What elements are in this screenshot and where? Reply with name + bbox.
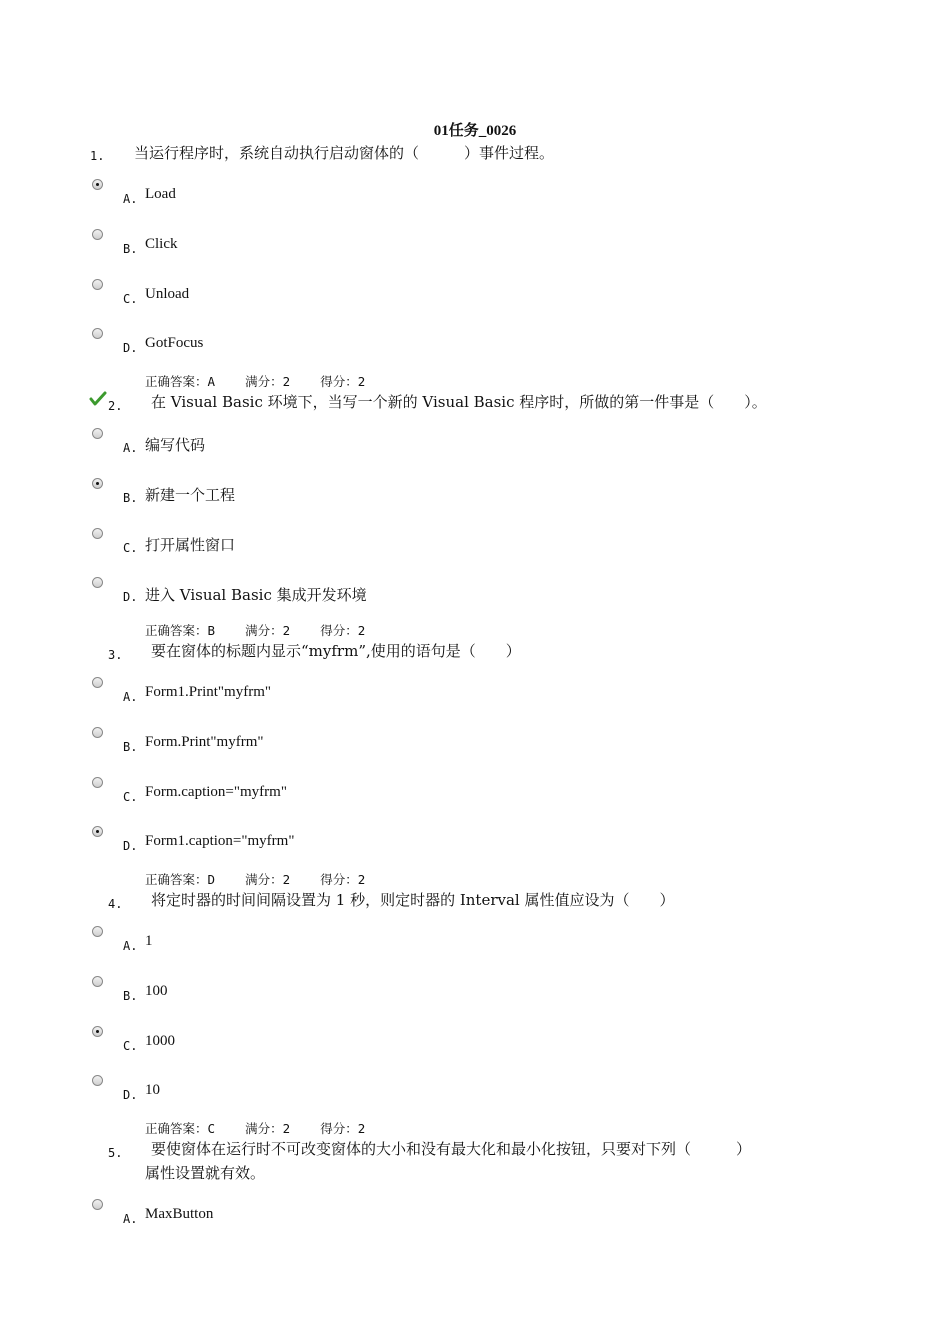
option-text: 100 — [145, 983, 168, 999]
option-text: Unload — [145, 286, 190, 302]
option-letter: D. — [123, 839, 138, 853]
question-2-score: 正确答案：B 满分：2 得分：2 — [145, 623, 366, 638]
question-4-option-a-radio[interactable] — [92, 926, 103, 937]
option-text: Form.caption="myfrm" — [145, 784, 287, 800]
question-4-option-b-radio[interactable] — [92, 976, 103, 987]
option-letter: A. — [123, 1212, 138, 1226]
question-5-text: 要使窗体在运行时不可改变窗体的大小和没有最大化和最小化按钮，只要对下列（ ） — [151, 1140, 752, 1158]
question-3-option-c-radio[interactable] — [92, 777, 103, 788]
question-5-option-a-radio[interactable] — [92, 1199, 103, 1210]
option-text: Click — [145, 236, 178, 252]
question-1-option-d-radio[interactable] — [92, 328, 103, 339]
option-text: 1000 — [145, 1033, 175, 1049]
option-text: GotFocus — [145, 335, 204, 351]
option-text: 编写代码 — [145, 436, 206, 454]
option-text: 进入 Visual Basic 集成开发环境 — [145, 586, 367, 604]
question-4-score: 正确答案：C 满分：2 得分：2 — [145, 1121, 366, 1136]
option-text: Form1.caption="myfrm" — [145, 833, 295, 849]
question-1-option-b-radio[interactable] — [92, 229, 103, 240]
option-text: Load — [145, 186, 176, 202]
option-letter: B. — [123, 491, 138, 505]
option-text: 新建一个工程 — [145, 486, 236, 504]
option-text: 10 — [145, 1082, 160, 1098]
question-4-option-c-radio[interactable] — [92, 1026, 103, 1037]
option-text: 1 — [145, 933, 153, 949]
radio-selected-dot — [96, 482, 99, 485]
option-letter: A. — [123, 192, 138, 206]
option-letter: C. — [123, 292, 138, 306]
option-letter: A. — [123, 939, 138, 953]
option-letter: D. — [123, 590, 138, 604]
question-4-option-d-radio[interactable] — [92, 1075, 103, 1086]
option-letter: A. — [123, 690, 138, 704]
option-letter: B. — [123, 989, 138, 1003]
question-1-option-c-radio[interactable] — [92, 279, 103, 290]
question-2-text: 在 Visual Basic 环境下，当写一个新的 Visual Basic 程序时，所做的第一件事是（ ）。 — [151, 393, 767, 411]
radio-selected-dot — [96, 183, 99, 186]
question-1-score: 正确答案：A 满分：2 得分：2 — [145, 374, 366, 389]
question-4-text: 将定时器的时间间隔设置为 1 秒，则定时器的 Interval 属性值应设为（ ） — [151, 891, 675, 909]
question-2-option-b-radio[interactable] — [92, 478, 103, 489]
question-2-option-c-radio[interactable] — [92, 528, 103, 539]
question-1-text: 当运行程序时，系统自动执行启动窗体的（ ）事件过程。 — [134, 144, 555, 162]
question-3-option-a-radio[interactable] — [92, 677, 103, 688]
option-letter: C. — [123, 1039, 138, 1053]
radio-selected-dot — [96, 830, 99, 833]
option-letter: D. — [123, 1088, 138, 1102]
question-2-number: 2. — [108, 399, 123, 413]
option-text: MaxButton — [145, 1206, 214, 1222]
question-3-text: 要在窗体的标题内显示“myfrm”,使用的语句是（ ） — [151, 642, 521, 660]
option-letter: D. — [123, 341, 138, 355]
radio-selected-dot — [96, 1030, 99, 1033]
option-letter: B. — [123, 242, 138, 256]
option-text: Form1.Print"myfrm" — [145, 684, 271, 700]
question-3-option-d-radio[interactable] — [92, 826, 103, 837]
question-5-text-continued: 属性设置就有效。 — [145, 1164, 266, 1182]
option-letter: C. — [123, 541, 138, 555]
question-3-score: 正确答案：D 满分：2 得分：2 — [145, 872, 366, 887]
option-letter: B. — [123, 740, 138, 754]
question-2-option-d-radio[interactable] — [92, 577, 103, 588]
question-5-number: 5. — [108, 1146, 123, 1160]
document-title: 01任务_0026 — [433, 123, 517, 139]
option-letter: C. — [123, 790, 138, 804]
option-text: 打开属性窗口 — [145, 536, 236, 554]
question-3-option-b-radio[interactable] — [92, 727, 103, 738]
option-letter: A. — [123, 441, 138, 455]
option-text: Form.Print"myfrm" — [145, 734, 264, 750]
question-1-number: 1. — [90, 149, 105, 163]
question-3-number: 3. — [108, 648, 123, 662]
question-1-option-a-radio[interactable] — [92, 179, 103, 190]
question-4-number: 4. — [108, 897, 123, 911]
correct-check-icon — [89, 391, 107, 407]
question-2-option-a-radio[interactable] — [92, 428, 103, 439]
